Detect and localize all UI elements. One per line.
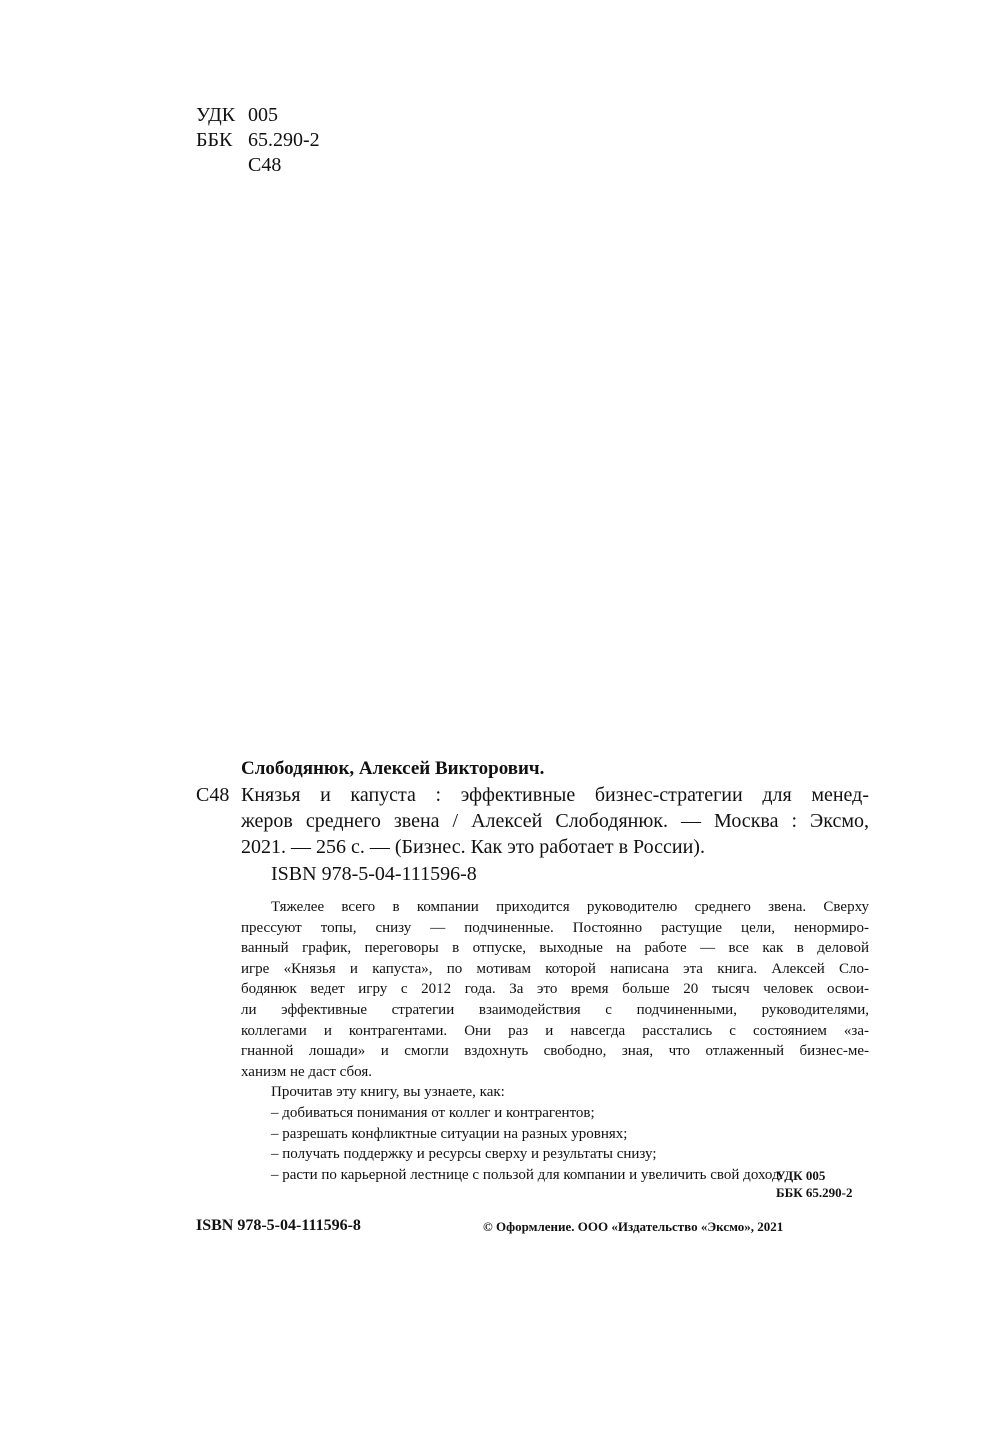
bbk-value: 65.290-2	[248, 129, 320, 151]
annotation-list-item: – получать поддержку и ресурсы сверху и результаты снизу;	[271, 1146, 657, 1163]
annotation-line: гнанной лошади» и смогли вздохнуть свободно, зная, что отлаженный бизнес-ме-	[241, 1043, 869, 1060]
udk-value: 005	[248, 104, 278, 126]
author-heading: Слободянюк, Алексей Викторович.	[241, 758, 545, 779]
annotation-line: прессуют топы, снизу — подчиненные. Постоянно растущие цели, ненормиро-	[241, 919, 869, 936]
copyright-notice: © Оформление. ООО «Издательство «Эксмо», 2021	[483, 1219, 784, 1234]
footer-bbk: ББК 65.290-2	[776, 1185, 853, 1200]
udk-label: УДК	[196, 104, 236, 126]
annotation-line: коллегами и контрагентами. Они раз и навсегда расстались с состоянием «за-	[241, 1022, 869, 1039]
annotation-line: Тяжелее всего в компании приходится руководителю среднего звена. Сверху	[271, 899, 869, 915]
annotation-list-item: – добиваться понимания от коллег и контрагентов;	[271, 1104, 595, 1121]
annotation-list-item: – разрешать конфликтные ситуации на разных уровнях;	[271, 1125, 628, 1142]
classification-codes	[196, 103, 320, 178]
annotation-list-intro: Прочитав эту книгу, вы узнаете, как:	[271, 1084, 505, 1101]
bibliographic-line: Князья и капуста : эффективные бизнес-стратегии для менед-	[241, 784, 869, 806]
bibliographic-line: жеров среднего звена / Алексей Слободянюк. — Москва : Эксмо,	[241, 810, 869, 832]
record-isbn: ISBN 978-5-04-111596-8	[271, 863, 477, 885]
udk-row	[196, 103, 320, 128]
annotation-line: игре «Князья и капуста», по мотивам которой написана эта книга. Алексей Сло-	[241, 960, 869, 977]
author-sign: С48	[248, 154, 282, 176]
annotation-line: бодянюк ведет игру с 2012 года. За это время больше 20 тысяч человек освои-	[241, 981, 869, 998]
bibliographic-line: 2021. — 256 с. — (Бизнес. Как это работает в России).	[241, 836, 705, 858]
bbk-row	[196, 128, 320, 153]
annotation	[241, 897, 869, 1185]
bbk-label: ББК	[196, 129, 233, 151]
record-sigla: С48	[196, 784, 230, 806]
bibliographic-description	[241, 782, 869, 860]
annotation-line: ли эффективные стратегии взаимодействия с подчиненными, руководителями,	[241, 1001, 869, 1018]
annotation-list-item: – расти по карьерной лестнице с пользой для компании и увеличить свой доход.	[271, 1166, 784, 1183]
footer-isbn: ISBN 978-5-04-111596-8	[196, 1217, 361, 1234]
annotation-line: ханизм не даст сбоя.	[241, 1063, 372, 1080]
author-sign-row	[196, 153, 320, 178]
footer-codes	[776, 1167, 852, 1201]
annotation-line: ванный график, переговоры в отпуске, выходные на работе — все как в деловой	[241, 940, 869, 957]
footer-udk: УДК 005	[776, 1168, 826, 1183]
